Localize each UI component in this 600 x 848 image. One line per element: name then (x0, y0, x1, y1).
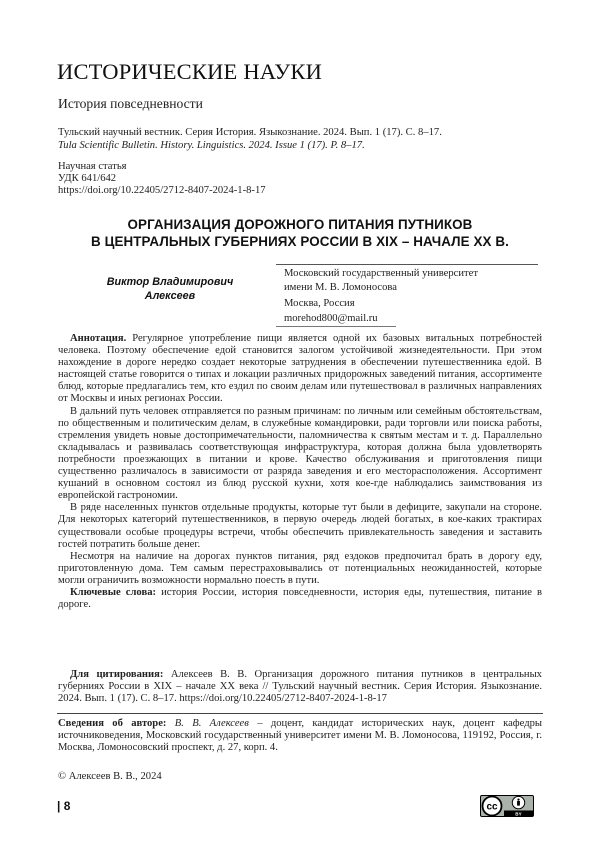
article-type: Научная статья (58, 161, 127, 172)
section-title: ИСТОРИЧЕСКИЕ НАУКИ (57, 59, 323, 84)
abstract-paragraph (58, 333, 542, 406)
keywords (58, 587, 542, 611)
affiliation-city: Москва, Россия (284, 298, 355, 309)
svg-text:cc: cc (486, 801, 498, 813)
author-name-line: Виктор Владимирович (106, 276, 234, 288)
page-number: | 8 (57, 799, 71, 813)
keywords-label: Ключевые слова: (70, 586, 157, 598)
citation-text: Алексеев В. В. Организация дорожного питания путников в центральных губерниях России в XIX – начале XX века // Тульский научный вестник. Серия История. Языкознание. 2024. Вып. 1 (17). С. 8–17. https://doi.org/10.22405/2712-8407-2024-1-8-17 (58, 669, 542, 705)
affiliation-university: Московский государственный университет (284, 268, 478, 279)
about-author-label: Сведения об авторе: (58, 718, 167, 729)
article-title-line: В ЦЕНТРАЛЬНЫХ ГУБЕРНИЯХ РОССИИ В XIX – НАЧАЛЕ XX В. (91, 233, 509, 249)
copyright: © Алексеев В. В., 2024 (58, 771, 162, 782)
author-name-line: Алексеев (144, 289, 196, 302)
article-title-line: ОРГАНИЗАЦИЯ ДОРОЖНОГО ПИТАНИЯ ПУТНИКОВ (127, 217, 473, 232)
about-author-name: В. В. Алексеев (174, 718, 249, 729)
udc-code: УДК 641/642 (58, 173, 117, 184)
affiliation-top-rule (276, 264, 538, 265)
abstract-paragraph: Несмотря на наличие на дорогах пунктов питания, ряд ездоков предпочитал брать в дорогу еду, приготовленную дома. Тем самым перестраховывались от потенциальных неожиданностей, которые могли ограничить возможности нормально поесть в пути. (58, 550, 542, 586)
article-title (58, 217, 542, 250)
cc-by-license-icon (480, 795, 534, 817)
author-name (70, 276, 270, 303)
subsection-title: История повседневности (58, 96, 203, 111)
cc-by-label: BY (515, 811, 522, 817)
affiliation-university-name: имени М. В. Ломоносова (284, 282, 397, 293)
abstract-paragraph: В дальний путь человек отправляется по разным причинам: по личным или семейным обстоятельствам, по общественным и политическим делам, в служебные командировки, ради торговли или поиска работы, стремления увидеть новые достопримечательности, паломничества к святым местам и т. д. Параллельно складывалась и развивалась соответствующая инфраструктура, которая должна была удовлетворять потребности проезжающих в питании и крове. Качество обслуживания и приготовления пищи существенно различалось в зависимости от разряда заведения и его месторасположения. Ассортимент кушаний в основном состоял из блюд русской кухни, хотя кое-где наблюдались заимствования из европейской гастрономии. (58, 405, 542, 502)
about-author-text: – доцент, кандидат исторических наук, доцент кафедры источниковедения, Московский государственный университет имени М. В. Ломоносова, 119192, Россия, г. Москва, Ломоносовский проспект, д. 27, корп. 4. (58, 718, 542, 754)
affiliation-bottom-rule (276, 326, 396, 327)
citation (58, 669, 542, 705)
abstract-paragraph: В ряде населенных пунктов отдельные продукты, которые тут были в дефиците, закупали на стороне. Для некоторых категорий путешественников, в первую очередь людей богатых, в кое-каких трактирах существовали особые процедуры встречи, чтобы обеспечить привлекательность заведения и заставить гостей потратить больше денег. (58, 502, 542, 550)
abstract (58, 333, 542, 611)
about-author (58, 718, 542, 754)
journal-reference-en: Tula Scientific Bulletin. History. Linguistics. 2024. Issue 1 (17). P. 8–17. (58, 140, 365, 151)
abstract-label: Аннотация. (70, 333, 127, 344)
doi-link[interactable]: https://doi.org/10.22405/2712-8407-2024-1-8-17 (58, 185, 266, 196)
author-email[interactable]: morehod800@mail.ru (284, 313, 378, 324)
abstract-text: Регулярное употребление пищи является одной их базовых витальных потребностей человека. Поэтому обеспечение едой становится залогом устойчивой жизнедеятельности. При этом нахождение в дороге нередко создает некоторые затруднения в обеспечении путешественника едой. В настоящей статье говорится о типах и локации различных придорожных заведений питания, ассортименте блюд, которые предлагались тем, кто ездил по своим делам или путешествовал в различных направлениях от Москвы и иных регионах России. (58, 333, 542, 405)
about-author-rule (57, 713, 543, 714)
citation-label: Для цитирования: (70, 669, 164, 680)
journal-reference-ru: Тульский научный вестник. Серия История. Языкознание. 2024. Вып. 1 (17). С. 8–17. (58, 127, 442, 138)
keywords-text: история России, история повседневности, история еды, путешествия, питание в дороге. (58, 586, 542, 611)
